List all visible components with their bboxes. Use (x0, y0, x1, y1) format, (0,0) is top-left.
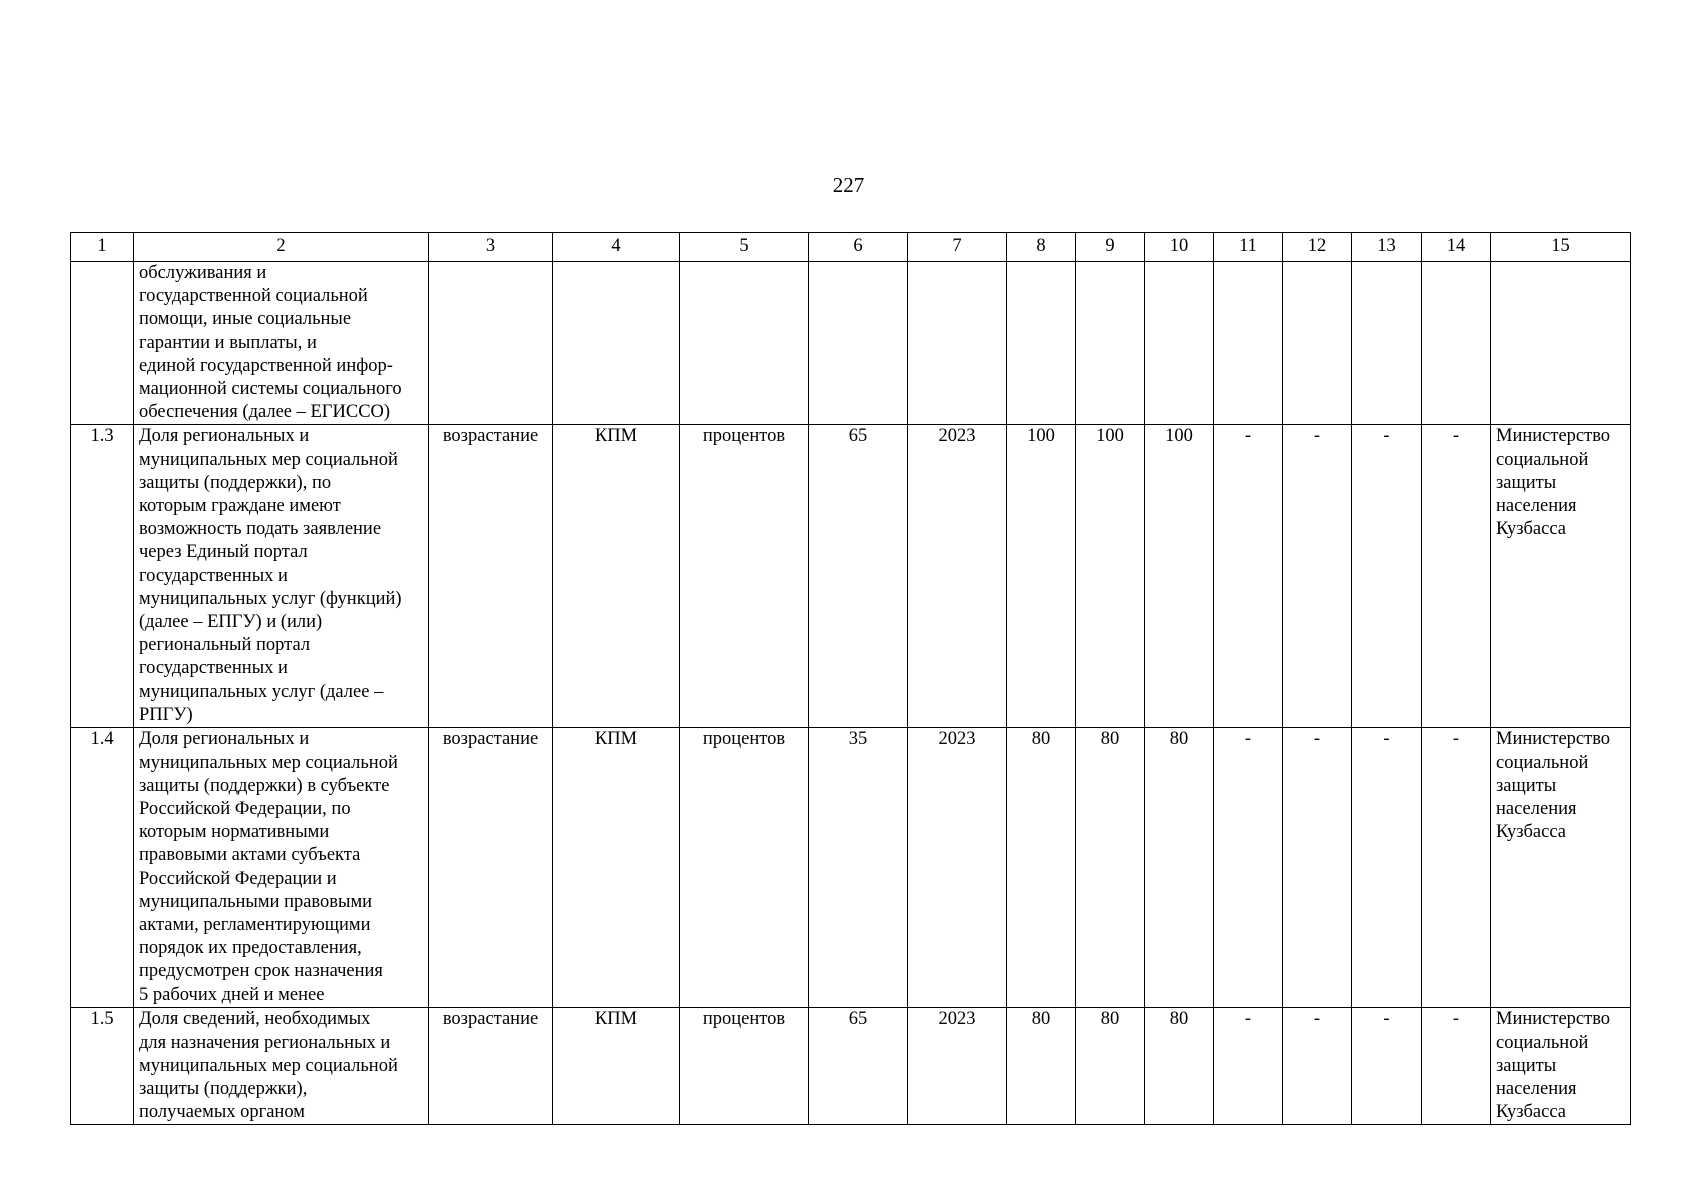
indicator-name-line: Российской Федерации и (139, 868, 337, 889)
indicator-name-line: муниципальными правовыми (139, 891, 373, 912)
indicator-name-line: РПГУ) (139, 704, 193, 725)
responsible-line: Кузбасса (1496, 1102, 1566, 1123)
value-cell: - (1283, 728, 1352, 1008)
responsible-line: социальной (1496, 752, 1589, 773)
indicator-name-line: обеспечения (далее – ЕГИССО) (139, 402, 391, 423)
responsible-cell (1491, 425, 1631, 728)
indicator-name-line: которым граждане имеют (139, 496, 341, 517)
responsible-cell (1491, 1008, 1631, 1125)
row-number: 1.5 (71, 1008, 134, 1125)
indicator-table (70, 232, 1631, 1125)
indicator-name-line: правовыми актами субъекта (139, 845, 361, 866)
row-number (71, 262, 134, 425)
responsible-line: Министерство (1496, 1009, 1611, 1030)
column-header: 10 (1145, 233, 1214, 262)
value-cell: - (1352, 425, 1422, 728)
indicator-name-line: государственной социальной (139, 286, 368, 307)
value-cell (1076, 262, 1145, 425)
unit-cell: процентов (680, 1008, 809, 1125)
indicator-name-cell (134, 1008, 429, 1125)
value-cell: - (1422, 728, 1491, 1008)
indicator-name-cell (134, 262, 429, 425)
value-cell: 80 (1076, 728, 1145, 1008)
table-body (71, 262, 1631, 1125)
trend-cell (429, 262, 553, 425)
base-value-cell (809, 262, 908, 425)
indicator-name-line: гарантии и выплаты, и (139, 332, 317, 353)
base-year-cell: 2023 (908, 728, 1007, 1008)
value-cell: 100 (1076, 425, 1145, 728)
base-year-cell: 2023 (908, 425, 1007, 728)
column-header: 12 (1283, 233, 1352, 262)
level-cell: КПМ (553, 425, 680, 728)
base-value-cell: 65 (809, 425, 908, 728)
responsible-line: социальной (1496, 1032, 1589, 1053)
value-cell (1007, 262, 1076, 425)
indicator-name-line: обслуживания и (139, 263, 267, 283)
value-cell: - (1283, 425, 1352, 728)
indicator-name-line: для назначения региональных и (139, 1032, 391, 1053)
value-cell: 100 (1145, 425, 1214, 728)
indicator-name-line: получаемых органом (139, 1102, 305, 1123)
column-header: 15 (1491, 233, 1631, 262)
indicator-name-line: Доля сведений, необходимых (139, 1009, 371, 1030)
value-cell (1422, 262, 1491, 425)
responsible-cell (1491, 728, 1631, 1008)
indicator-name-line: 5 рабочих дней и менее (139, 984, 325, 1005)
value-cell: 100 (1007, 425, 1076, 728)
column-header: 2 (134, 233, 429, 262)
indicator-name-line: (далее – ЕПГУ) и (или) (139, 612, 323, 633)
column-header: 5 (680, 233, 809, 262)
table-row (71, 1008, 1631, 1125)
value-cell: - (1214, 728, 1283, 1008)
value-cell (1283, 262, 1352, 425)
responsible-cell (1491, 262, 1631, 425)
indicator-name-line: защиты (поддержки), (139, 1079, 308, 1100)
row-number: 1.4 (71, 728, 134, 1008)
indicator-name-cell (134, 728, 429, 1008)
value-cell (1145, 262, 1214, 425)
responsible-line: защиты (1496, 775, 1557, 796)
column-header: 4 (553, 233, 680, 262)
base-year-cell: 2023 (908, 1008, 1007, 1125)
value-cell: 80 (1007, 1008, 1076, 1125)
responsible-line: социальной (1496, 449, 1589, 470)
indicator-name-line: актами, регламентирующими (139, 915, 371, 936)
value-cell: - (1352, 728, 1422, 1008)
indicator-name-cell (134, 425, 429, 728)
responsible-line: Министерство (1496, 426, 1611, 447)
column-header: 7 (908, 233, 1007, 262)
responsible-line: Министерство (1496, 729, 1611, 750)
column-header: 13 (1352, 233, 1422, 262)
value-cell (1214, 262, 1283, 425)
table-row (71, 728, 1631, 1008)
trend-cell: возрастание (429, 425, 553, 728)
unit-cell: процентов (680, 728, 809, 1008)
value-cell: - (1214, 1008, 1283, 1125)
indicator-name-line: муниципальных услуг (функций) (139, 588, 402, 609)
base-value-cell: 65 (809, 1008, 908, 1125)
indicator-name-line: мационной системы социального (139, 379, 402, 400)
value-cell: 80 (1007, 728, 1076, 1008)
indicator-name-line: которым нормативными (139, 822, 330, 843)
indicator-name-line: региональный портал (139, 635, 311, 656)
table-row (71, 425, 1631, 728)
value-cell: 80 (1145, 728, 1214, 1008)
column-header: 8 (1007, 233, 1076, 262)
column-header: 6 (809, 233, 908, 262)
indicator-name-line: порядок их предоставления, (139, 938, 362, 959)
indicator-name-line: государственных и (139, 658, 288, 679)
indicator-name-line: муниципальных услуг (далее – (139, 681, 384, 702)
indicator-name-line: государственных и (139, 565, 288, 586)
indicator-name-line: через Единый портал (139, 542, 308, 563)
indicator-name-line: возможность подать заявление (139, 519, 382, 540)
unit-cell (680, 262, 809, 425)
column-header: 1 (71, 233, 134, 262)
responsible-line: защиты (1496, 472, 1557, 493)
level-cell: КПМ (553, 1008, 680, 1125)
indicator-name-line: единой государственной инфор- (139, 355, 393, 376)
page-number: 227 (832, 173, 865, 197)
indicator-name-line: Доля региональных и (139, 426, 310, 447)
indicator-name-line: муниципальных мер социальной (139, 1055, 398, 1076)
column-header: 9 (1076, 233, 1145, 262)
indicator-name-line: муниципальных мер социальной (139, 449, 398, 470)
value-cell (1352, 262, 1422, 425)
column-number-row (71, 233, 1631, 262)
table-row (71, 262, 1631, 425)
column-header: 11 (1214, 233, 1283, 262)
trend-cell: возрастание (429, 728, 553, 1008)
unit-cell: процентов (680, 425, 809, 728)
responsible-line: Кузбасса (1496, 519, 1566, 540)
indicator-name-line: помощи, иные социальные (139, 309, 352, 330)
level-cell (553, 262, 680, 425)
value-cell: - (1283, 1008, 1352, 1125)
responsible-line: населения (1496, 799, 1577, 820)
indicator-name-line: Российской Федерации, по (139, 799, 351, 820)
responsible-line: населения (1496, 496, 1577, 517)
value-cell: 80 (1145, 1008, 1214, 1125)
indicator-name-line: защиты (поддержки), по (139, 472, 332, 493)
base-value-cell: 35 (809, 728, 908, 1008)
row-number: 1.3 (71, 425, 134, 728)
trend-cell: возрастание (429, 1008, 553, 1125)
column-header: 14 (1422, 233, 1491, 262)
value-cell: - (1422, 425, 1491, 728)
value-cell: - (1422, 1008, 1491, 1125)
responsible-line: населения (1496, 1079, 1577, 1100)
column-header: 3 (429, 233, 553, 262)
indicator-name-line: Доля региональных и (139, 729, 310, 750)
value-cell: - (1352, 1008, 1422, 1125)
indicator-name-line: муниципальных мер социальной (139, 752, 398, 773)
indicator-name-line: защиты (поддержки) в субъекте (139, 775, 390, 796)
value-cell: - (1214, 425, 1283, 728)
base-year-cell (908, 262, 1007, 425)
level-cell: КПМ (553, 728, 680, 1008)
indicator-name-line: предусмотрен срок назначения (139, 961, 383, 982)
responsible-line: Кузбасса (1496, 822, 1566, 843)
value-cell: 80 (1076, 1008, 1145, 1125)
responsible-line: защиты (1496, 1055, 1557, 1076)
